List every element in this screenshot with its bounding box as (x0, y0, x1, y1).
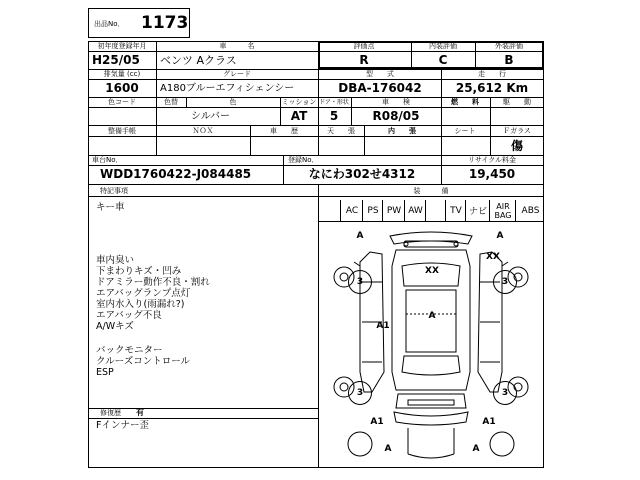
seat-label: シート (454, 127, 476, 135)
windshield-value: 傷 (510, 139, 524, 153)
remark-line: A/Wキズ (96, 321, 134, 332)
damage-mark-front-left: A (356, 231, 364, 241)
reg-date-label: 初年度登録年月 (97, 42, 147, 50)
nox-label: ＮＯＸ (192, 127, 214, 135)
repair-note: Fインナー歪 (96, 420, 149, 431)
damage-mark-rear-right: A1 (482, 417, 496, 427)
displacement-label: 排気量 (cc) (103, 70, 141, 78)
remark-line: 下まわりキズ・凹み (96, 266, 182, 277)
remark-line: ESP (96, 367, 114, 378)
color-value: シルバー (191, 111, 231, 122)
recycle-fee-label: リサイクル料金 (467, 156, 517, 164)
remark-line: クルーズコントロール (96, 356, 191, 367)
interior-grade-value: C (438, 53, 448, 67)
interior-grade-label: 内装評価 (429, 42, 457, 50)
remark-line: バックモニター (96, 345, 163, 356)
damage-mark-rear-left: A1 (370, 417, 384, 427)
model-label: 型 式 (366, 70, 394, 78)
mission-label: ミッション (281, 98, 317, 106)
model-value: DBA-176042 (338, 81, 422, 95)
equip-tv: TV (445, 200, 466, 221)
mission-value: AT (290, 109, 308, 123)
inspection-label: 車 検 (382, 98, 410, 106)
damage-mark-bottom-right: A (472, 444, 480, 454)
registration-no-value: なにわ302せ4312 (308, 167, 416, 181)
lot-number-label: 出品No． (94, 20, 125, 28)
drive-label: 駆 動 (503, 98, 531, 106)
equip-aw: AW (404, 200, 426, 221)
equipment-label: 装 備 (413, 187, 449, 195)
reg-date-value: H25/05 (92, 53, 140, 67)
damage-mark-right-fender: XX (486, 252, 500, 262)
equip-blank (425, 200, 446, 221)
lot-number-box (88, 8, 190, 38)
damage-circle-lower-right: 3 (493, 381, 517, 405)
roof-liner-label: 天 張 (327, 127, 355, 135)
mileage-value: 25,612 Km (455, 81, 529, 95)
grade-label: グレード (223, 70, 251, 78)
damage-mark-roof: XX (425, 266, 439, 276)
damage-mark-front-right: A (496, 231, 504, 241)
remark-line: エアバッグランプ点灯 (96, 288, 191, 299)
repair-history-value: 有 (136, 408, 144, 417)
damage-mark-center: A (428, 311, 436, 321)
color-code-label: 色コード (108, 98, 136, 106)
damage-circle-upper-left: 3 (348, 270, 372, 294)
displacement-value: 1600 (105, 81, 139, 95)
color-label: 色 (229, 98, 237, 106)
lot-number-value: 1173 (141, 13, 189, 33)
car-damage-diagram (318, 222, 544, 468)
exterior-grade-label: 外装評価 (495, 42, 523, 50)
fuel-label: 燃 料 (451, 98, 479, 106)
remark-line: ドアミラー動作不良・割れ (96, 277, 210, 288)
interior-liner-label: 内 張 (388, 127, 416, 135)
registration-no-label: 登録No． (288, 156, 319, 164)
equip-ac: AC (340, 200, 363, 221)
damage-mark-bottom-left: A (384, 444, 392, 454)
chassis-no-label: 車台No． (92, 156, 123, 164)
car-name-value: ベンツ Aクラス (160, 54, 237, 67)
remark-line: 室内水入り(雨漏れ?) (96, 299, 185, 310)
equip-pw: PW (382, 200, 405, 221)
history-label: 車 歴 (270, 127, 298, 135)
repair-history-label: 修復歴 (100, 409, 121, 417)
inspection-value: R08/05 (372, 109, 420, 123)
doors-value: 5 (329, 109, 339, 123)
recycle-fee-value: 19,450 (468, 167, 516, 181)
remarks-label: 特記事項 (100, 187, 128, 195)
damage-mark-left-door: A1 (376, 321, 390, 331)
exterior-grade-value: B (504, 53, 514, 67)
damage-circle-lower-left: 3 (348, 381, 372, 405)
grade-value: A180ブルーエフィシェンシー (160, 83, 295, 94)
remark-line: キー車 (96, 202, 125, 213)
chassis-no-value: WDD1760422-J084485 (100, 167, 252, 181)
remark-line: 車内臭い (96, 255, 135, 266)
doors-label: ドア・形状 (319, 99, 349, 106)
score-label: 評価点 (353, 42, 375, 50)
score-value: R (359, 53, 369, 67)
mileage-label: 走 行 (478, 70, 506, 78)
equip-abs: ABS (515, 200, 545, 221)
equip-ps: PS (362, 200, 383, 221)
windshield-label: Ｆガラス (503, 127, 531, 135)
color-change-label: 色替 (164, 98, 178, 106)
car-name-label: 車 名 (219, 42, 255, 50)
maintenance-book-label: 整備手帳 (108, 127, 136, 135)
equip-navi: ナビ (465, 200, 490, 221)
damage-circle-upper-right: 3 (493, 270, 517, 294)
remark-line: エアバッグ不良 (96, 310, 162, 321)
equip-airbag: AIR BAG (489, 200, 516, 221)
